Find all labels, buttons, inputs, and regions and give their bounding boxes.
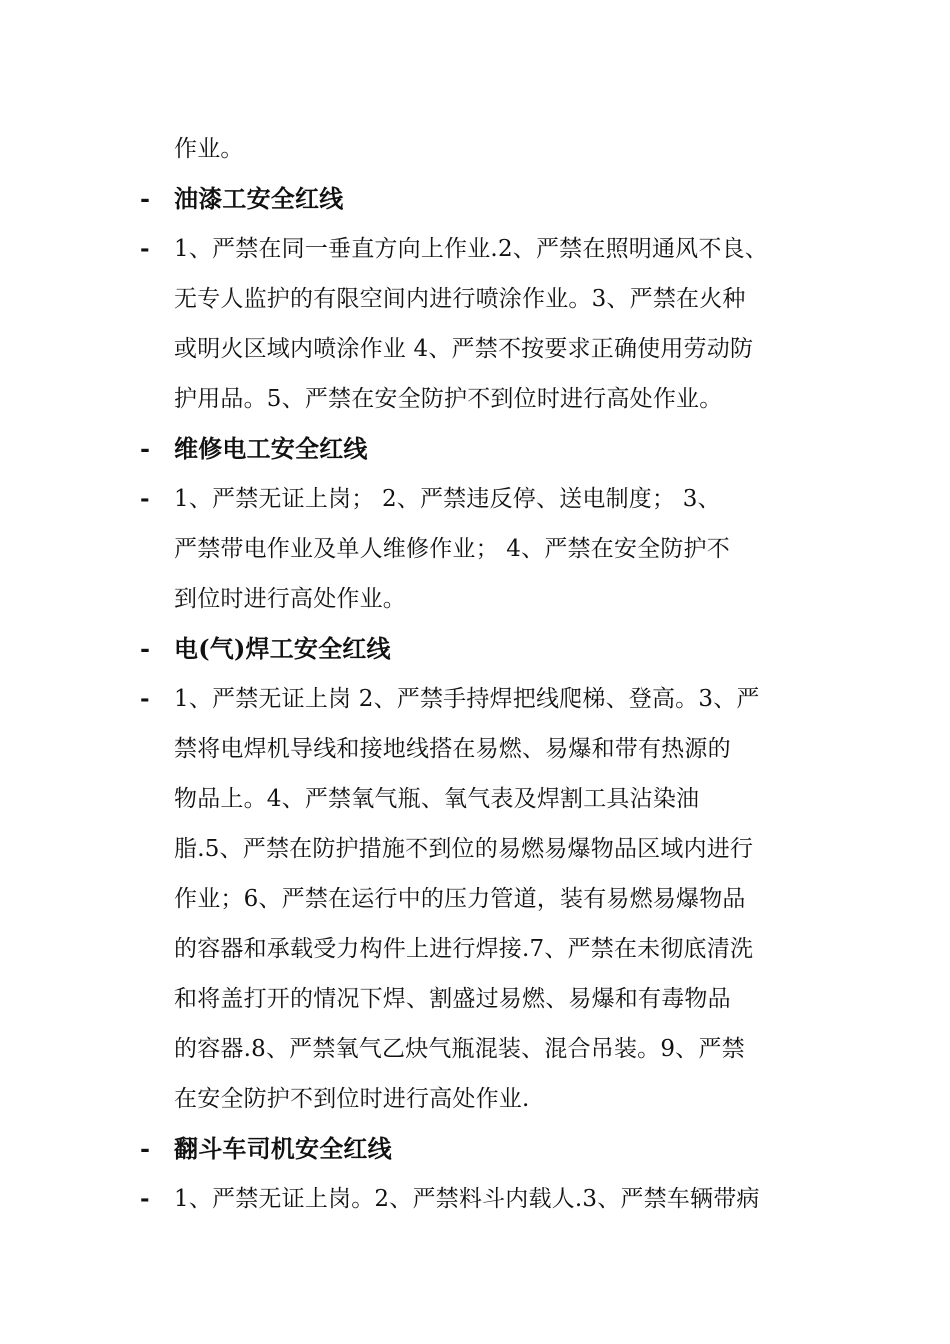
paragraph-text: 1、严禁在同一垂直方向上作业.2、严禁在照明通风不良、 (174, 236, 768, 262)
section-paragraph-line (140, 724, 840, 774)
bullet-dash: - (140, 485, 150, 512)
section-paragraph-line (140, 674, 840, 724)
section-paragraph-line (140, 874, 840, 924)
section-paragraph-line (140, 574, 840, 624)
paragraph-text: 1、严禁无证上岗 2、严禁手持焊把线爬梯、登高。3、严 (174, 686, 760, 712)
bullet-dash: - (140, 685, 150, 712)
section-heading-maintenance-electrician (140, 424, 840, 474)
section-paragraph-line (140, 524, 840, 574)
section-paragraph-line (140, 224, 840, 274)
intro-continuation-text: 作业。 (174, 136, 244, 162)
section-heading-text: 翻斗车司机安全红线 (174, 1134, 392, 1163)
paragraph-text: 的容器和承载受力构件上进行焊接.7、严禁在未彻底清洗 (174, 936, 754, 962)
paragraph-text: 作业；6、严禁在运行中的压力管道，装有易燃易爆物品 (174, 886, 746, 912)
paragraph-text: 严禁带电作业及单人维修作业； 4、严禁在安全防护不 (174, 536, 730, 562)
bullet-dash: - (140, 434, 150, 463)
section-paragraph-line (140, 1024, 840, 1074)
section-heading-text: 电(气)焊工安全红线 (174, 634, 391, 663)
bullet-dash: - (140, 235, 150, 262)
paragraph-text: 禁将电焊机导线和接地线搭在易燃、易爆和带有热源的 (174, 736, 731, 762)
bullet-dash: - (140, 1185, 150, 1212)
paragraph-text: 或明火区域内喷涂作业 4、严禁不按要求正确使用劳动防 (174, 336, 754, 362)
section-heading-text: 油漆工安全红线 (174, 184, 344, 213)
paragraph-text: 和将盖打开的情况下焊、割盛过易燃、易爆和有毒物品 (174, 986, 731, 1012)
section-paragraph-line (140, 374, 840, 424)
section-paragraph-line (140, 824, 840, 874)
section-heading-dump-truck-driver (140, 1124, 840, 1174)
document-body (140, 124, 840, 1224)
paragraph-text: 无专人监护的有限空间内进行喷涂作业。3、严禁在火种 (174, 286, 746, 312)
paragraph-text: 1、严禁无证上岗。2、严禁料斗内载人.3、严禁车辆带病 (174, 1186, 760, 1212)
section-heading-text: 维修电工安全红线 (174, 434, 368, 463)
section-paragraph-line (140, 1074, 840, 1124)
paragraph-text: 到位时进行高处作业。 (174, 586, 406, 612)
section-paragraph-line (140, 474, 840, 524)
paragraph-text: 物品上。4、严禁氧气瓶、氧气表及焊割工具沾染油 (174, 786, 700, 812)
section-paragraph-line (140, 1174, 840, 1224)
section-paragraph-line (140, 324, 840, 374)
paragraph-text: 的容器.8、严禁氧气乙炔气瓶混装、混合吊装。9、严禁 (174, 1036, 745, 1062)
section-heading-painter (140, 174, 840, 224)
paragraph-text: 1、严禁无证上岗； 2、严禁违反停、送电制度； 3、 (174, 486, 721, 512)
section-heading-welder (140, 624, 840, 674)
section-paragraph-line (140, 774, 840, 824)
paragraph-text: 脂.5、严禁在防护措施不到位的易燃易爆物品区域内进行 (174, 836, 754, 862)
section-paragraph-line (140, 274, 840, 324)
section-paragraph-line (140, 924, 840, 974)
paragraph-text: 护用品。5、严禁在安全防护不到位时进行高处作业。 (174, 386, 723, 412)
bullet-dash: - (140, 1134, 150, 1163)
paragraph-continuation (140, 124, 840, 174)
paragraph-text: 在安全防护不到位时进行高处作业. (174, 1086, 530, 1112)
bullet-dash: - (140, 634, 150, 663)
bullet-dash: - (140, 184, 150, 213)
section-paragraph-line (140, 974, 840, 1024)
